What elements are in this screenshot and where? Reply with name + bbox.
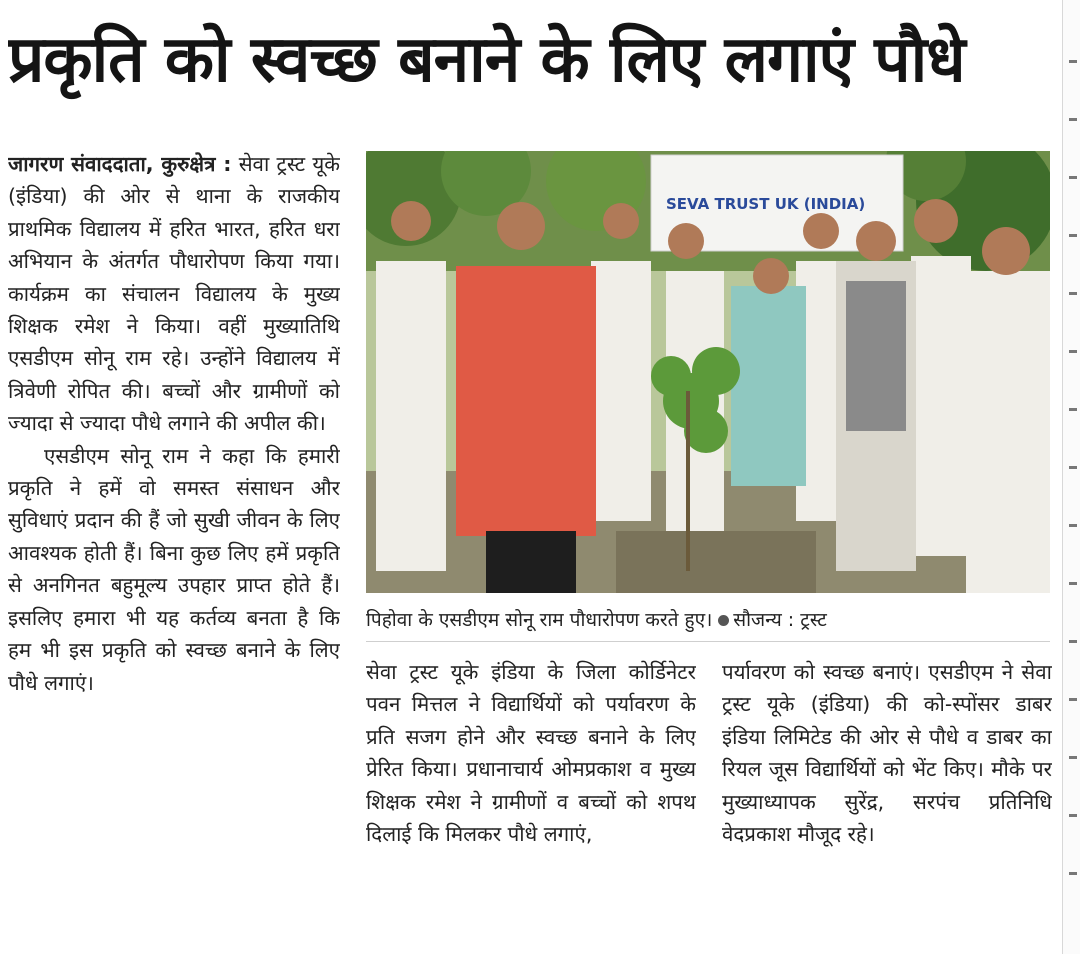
caption-text: पिहोवा के एसडीएम सोनू राम पौधारोपण करते हुए। bbox=[366, 609, 713, 631]
photo-illustration bbox=[366, 151, 1050, 593]
article-paragraph-4: पर्यावरण को स्वच्छ बनाएं। एसडीएम ने सेवा ट्रस्ट यूके (इंडिया) की को-स्पोंसर डाबर इंडिया लिमिटेड की ओर से पौधे व डाबर का रियल जूस विद्यार्थियों को भेंट किए। मौके पर मुख्याध्यापक सुरेंद्र, सरपंच प्रतिनिधि वेदप्रकाश मौजूद रहे। bbox=[722, 660, 1052, 847]
photo-caption bbox=[366, 600, 1050, 640]
bullet-icon bbox=[718, 615, 729, 626]
article-paragraph-3: सेवा ट्रस्ट यूके इंडिया के जिला कोर्डिनेटर पवन मित्तल ने विद्यार्थियों को पर्यावरण के प्रति सजग होने और स्वच्छ बनाने के लिए प्रेरित किया। प्रधानाचार्य ओमप्रकाश व मुख्य शिक्षक रमेश ने ग्रामीणों व बच्चों को शपथ दिलाई कि मिलकर पौधे लगाएं, bbox=[366, 660, 696, 847]
news-photo bbox=[366, 151, 1050, 593]
byline: जागरण संवाददाता, कुरुक्षेत्र : bbox=[8, 152, 232, 176]
adjacent-page-edge bbox=[1062, 0, 1080, 954]
article-column-3 bbox=[722, 656, 1052, 931]
article-paragraph-1-text: सेवा ट्रस्ट यूके (इंडिया) की ओर से थाना के राजकीय प्राथमिक विद्यालय में हरित भारत, हरित धरा अभियान के अंतर्गत पौधारोपण किया गया। कार्यक्रम का संचालन विद्यालय के मुख्य शिक्षक रमेश ने किया। वहीं मुख्यातिथि एसडीएम सोनू राम रहे। उन्होंने विद्यालय में त्रिवेणी रोपित की। बच्चों और ग्रामीणों को ज्यादा से ज्यादा पौधे लगाने की अपील की। bbox=[8, 152, 340, 436]
article-paragraph-2: एसडीएम सोनू राम ने कहा कि हमारी प्रकृति ने हमें वो समस्त संसाधन और सुविधाएं प्रदान की हैं जो सुखी जीवन के लिए आवश्यक होती हैं। बिना कुछ लिए हमें प्रकृति से अनगिनत बहुमूल्य उपहार प्राप्त होते हैं। इसलिए हमारा भी यह कर्तव्य बनता है कि हम भी इस प्रकृति को स्वच्छ बनाने के लिए पौधे लगाएं। bbox=[8, 443, 340, 695]
caption-credit: सौजन्य : ट्रस्ट bbox=[733, 609, 827, 631]
banner-text: SEVA TRUST UK (INDIA) bbox=[666, 195, 866, 213]
caption-divider bbox=[366, 641, 1050, 642]
article-column-1 bbox=[8, 148, 340, 933]
article-column-2 bbox=[366, 656, 696, 931]
headline: प्रकृति को स्वच्छ बनाने के लिए लगाएं पौधे bbox=[8, 23, 965, 97]
article-paragraph-1 bbox=[8, 148, 340, 440]
